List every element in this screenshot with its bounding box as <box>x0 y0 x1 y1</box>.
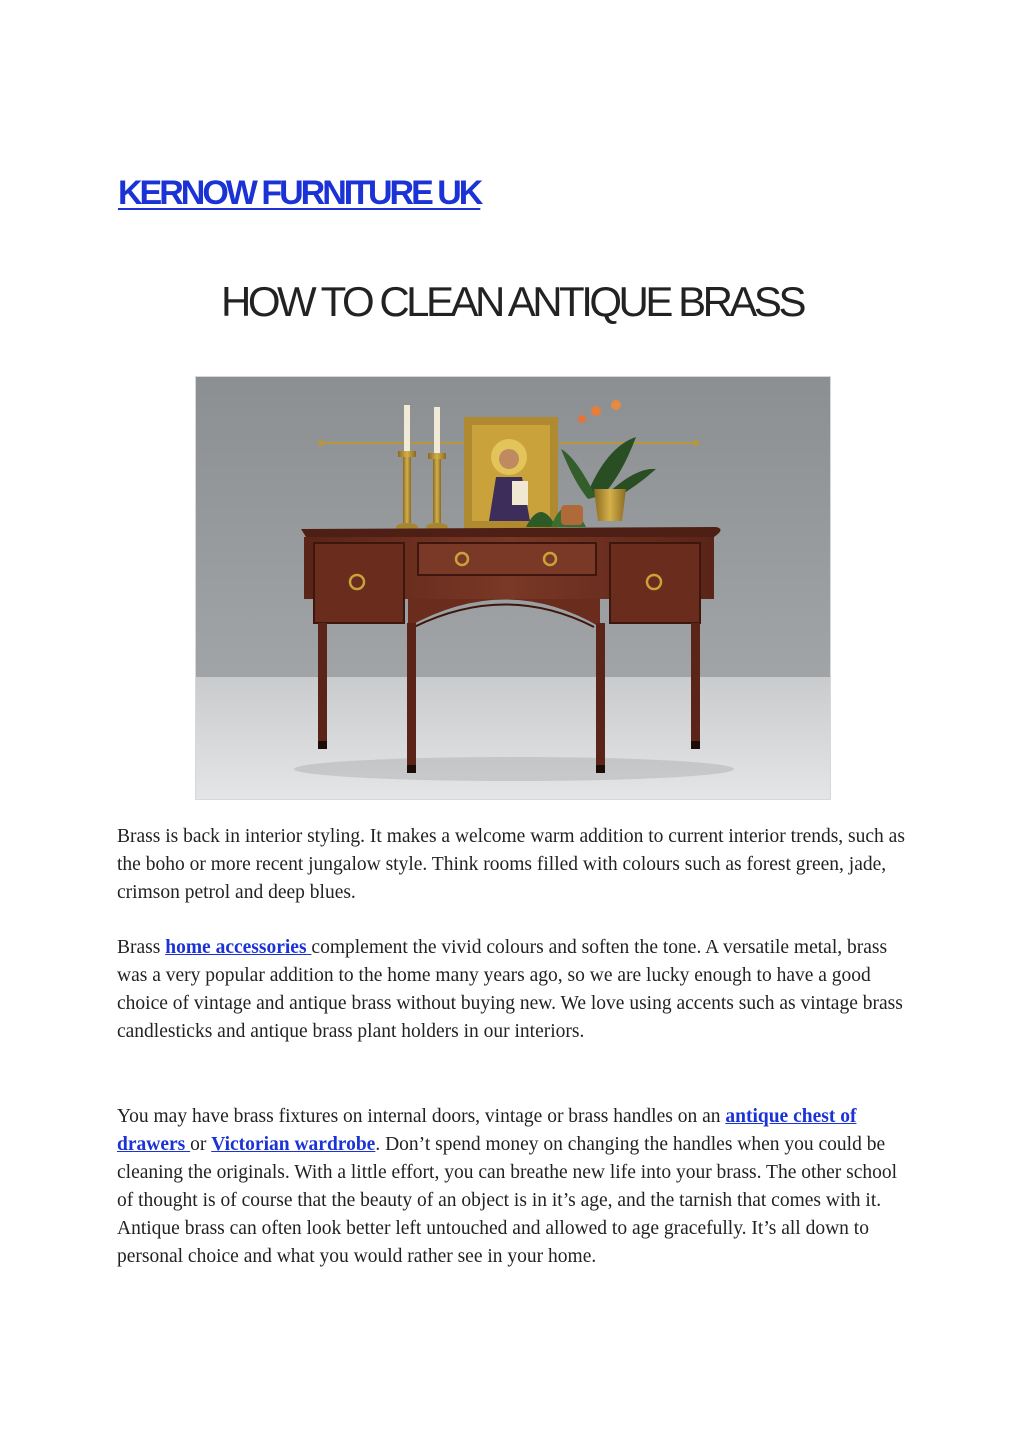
antique-chest-of-drawers-link[interactable]: antique chest of drawers <box>117 1106 857 1155</box>
brand-heading[interactable]: KERNOW FURNITURE UK <box>118 174 481 212</box>
paragraph-text: You may have brass fixtures on internal doors, vintage or brass handles on an <box>117 1106 726 1127</box>
paragraph-accessories <box>117 934 907 1046</box>
paragraph-text: complement the vivid colours and soften the tone. A versatile metal, brass was a very popular addition to the home many years ago, so we are lucky enough to have a good choice of vintage and antique brass without buying new. We love using accents such as vintage brass candlesticks and antique brass plant holders in our interiors. <box>117 937 903 1042</box>
paragraph-text: Brass <box>117 937 166 958</box>
paragraph-fixtures <box>117 1103 907 1271</box>
paragraph-intro: Brass is back in interior styling. It makes a welcome warm addition to current interior trends, such as the boho or more recent jungalow style. Think rooms filled with colours such as forest green, jade, crimson petrol and deep blues. <box>117 826 905 903</box>
home-accessories-link[interactable]: home accessories <box>165 937 312 958</box>
hero-image-antique-sideboard <box>195 376 831 800</box>
paragraph-text: or <box>190 1134 212 1155</box>
paragraph-text: . Don’t spend money on changing the handles when you could be cleaning the originals. With a little effort, you can breathe new life into your brass. The other school of thought is of course that the beauty of an object is in it’s age, and the tarnish that comes with it. Antique brass can often look better left untouched and allowed to age gracefully. It’s all down to personal choice and what you would rather see in your home. <box>117 1134 898 1267</box>
article-title: HOW TO CLEAN ANTIQUE BRASS <box>221 278 803 325</box>
victorian-wardrobe-link[interactable]: Victorian wardrobe <box>211 1134 376 1155</box>
